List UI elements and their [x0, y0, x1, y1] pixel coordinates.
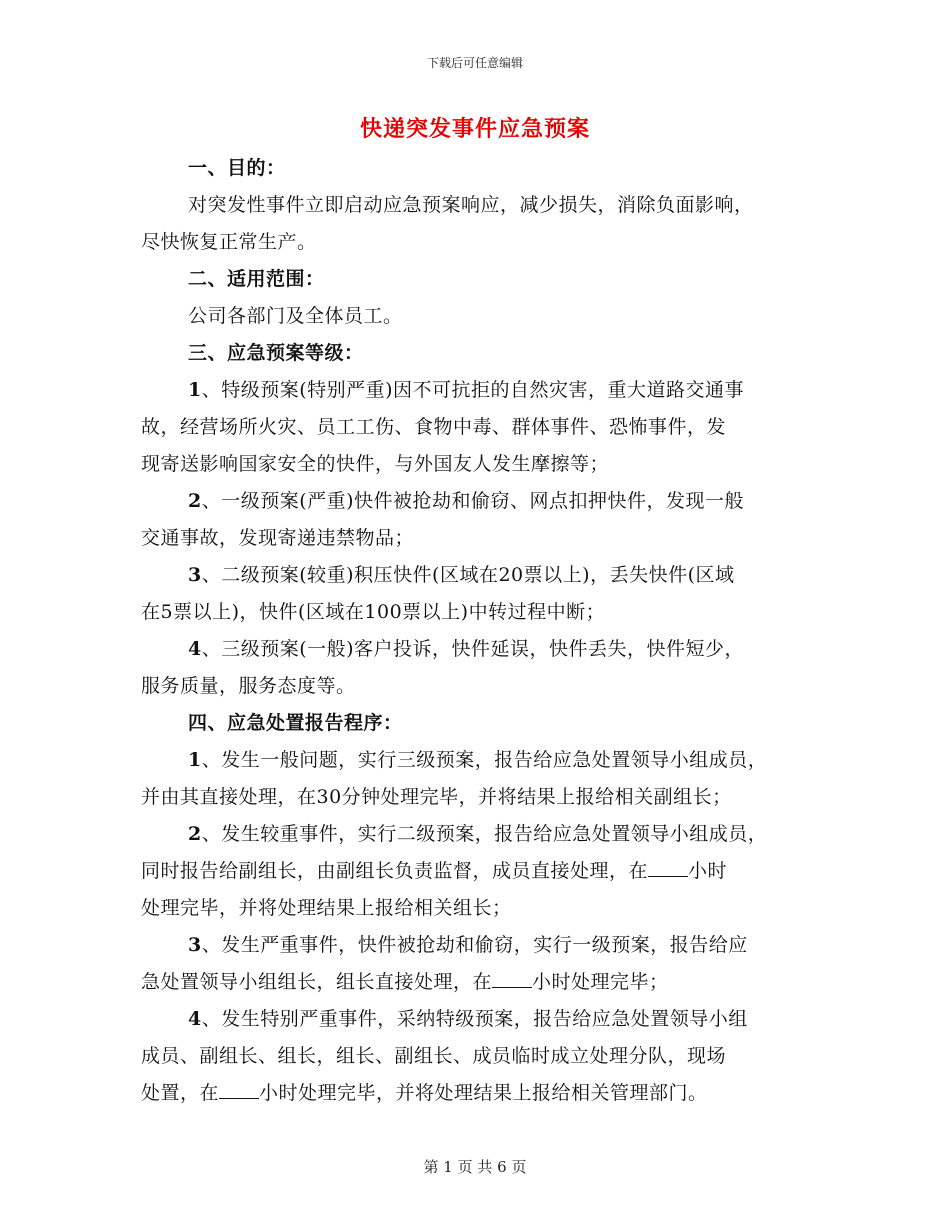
paragraph-line: 并由其直接处理，在30分钟处理完毕，并将结果上报给相关副组长； — [141, 786, 732, 808]
item-number: 3 — [188, 934, 202, 956]
paragraph-line: 在5票以上)，快件(区域在100票以上)中转过程中断； — [141, 601, 606, 623]
paragraph-line — [141, 853, 821, 890]
item-text: 、发生特别严重事件，采纳特级预案，报告给应急处置领导小组 — [201, 1008, 748, 1030]
header-note: 下载后可任意编辑 — [426, 56, 523, 70]
item-number: 1 — [188, 379, 202, 401]
item-text: 、发生严重事件，快件被抢劫和偷窃，实行一级预案，报告给应 — [201, 934, 748, 956]
paragraph-line: 成员、副组长、组长，组长、副组长、成员临时成立处理分队，现场 — [141, 1045, 727, 1067]
line-text: 小时处理完毕，并将处理结果上报给相关管理部门。 — [259, 1082, 708, 1104]
fill-in-blank — [219, 1084, 259, 1099]
paragraph-line: 现寄送影响国家安全的快件，与外国友人发生摩擦等； — [141, 453, 610, 475]
document-title: 快递突发事件应急预案 — [359, 116, 590, 142]
section-heading-scope: 二、适用范围： — [188, 268, 325, 290]
paragraph-line: 交通事故，发现寄递违禁物品； — [141, 527, 415, 549]
section-heading-procedure: 四、应急处置报告程序： — [188, 712, 403, 734]
item-number: 2 — [188, 823, 202, 845]
fill-in-blank — [492, 973, 532, 988]
item-number: 1 — [188, 749, 202, 771]
item-number: 3 — [188, 564, 202, 586]
line-text: 小时处理完毕； — [532, 971, 669, 993]
list-item-level-2 — [141, 483, 821, 520]
list-item-procedure-4 — [141, 1001, 821, 1038]
paragraph-line: 对突发性事件立即启动应急预案响应，减少损失，消除负面影响， — [188, 194, 754, 216]
paragraph-line — [141, 1075, 821, 1112]
item-text: 、一级预案(严重)快件被抢劫和偷窃、网点扣押快件，发现一般 — [201, 490, 745, 512]
item-text: 、发生一般问题，实行三级预案，报告给应急处置领导小组成员， — [201, 749, 768, 771]
item-text: 、发生较重事件，实行二级预案，报告给应急处置领导小组成员， — [201, 823, 768, 845]
line-text: 急处置领导小组组长，组长直接处理，在 — [141, 971, 493, 993]
page-footer: 第 1 页 共 6 页 — [423, 1158, 527, 1176]
item-number: 4 — [188, 638, 202, 660]
section-heading-purpose: 一、目的： — [188, 157, 286, 179]
paragraph-line: 处理完毕，并将处理结果上报给相关组长； — [141, 897, 512, 919]
list-item-procedure-2 — [141, 816, 821, 853]
list-item-procedure-3 — [141, 927, 821, 964]
item-text: 、三级预案(一般)客户投诉，快件延误，快件丢失，快件短少， — [201, 638, 745, 660]
item-number: 4 — [188, 1008, 202, 1030]
line-text: 小时 — [688, 860, 728, 882]
document-body — [141, 150, 821, 1112]
list-item-level-4 — [141, 631, 821, 668]
list-item-procedure-1 — [141, 742, 821, 779]
list-item-level-1 — [141, 372, 821, 409]
line-text: 处置，在 — [141, 1082, 220, 1104]
paragraph-line: 服务质量，服务态度等。 — [141, 675, 356, 697]
line-text: 同时报告给副组长，由副组长负责监督，成员直接处理，在 — [141, 860, 649, 882]
item-text: 、二级预案(较重)积压快件(区域在20票以上)，丢失快件(区域 — [201, 564, 735, 586]
item-number: 2 — [188, 490, 202, 512]
section-heading-levels: 三、应急预案等级： — [188, 342, 364, 364]
fill-in-blank — [648, 862, 688, 877]
paragraph-line: 尽快恢复正常生产。 — [141, 231, 317, 253]
list-item-level-3 — [141, 557, 821, 594]
paragraph-line: 公司各部门及全体员工。 — [188, 305, 403, 327]
paragraph-line — [141, 964, 821, 1001]
paragraph-line: 故，经营场所火灾、员工工伤、食物中毒、群体事件、恐怖事件，发 — [141, 416, 727, 438]
item-text: 、特级预案(特别严重)因不可抗拒的自然灾害，重大道路交通事 — [201, 379, 745, 401]
